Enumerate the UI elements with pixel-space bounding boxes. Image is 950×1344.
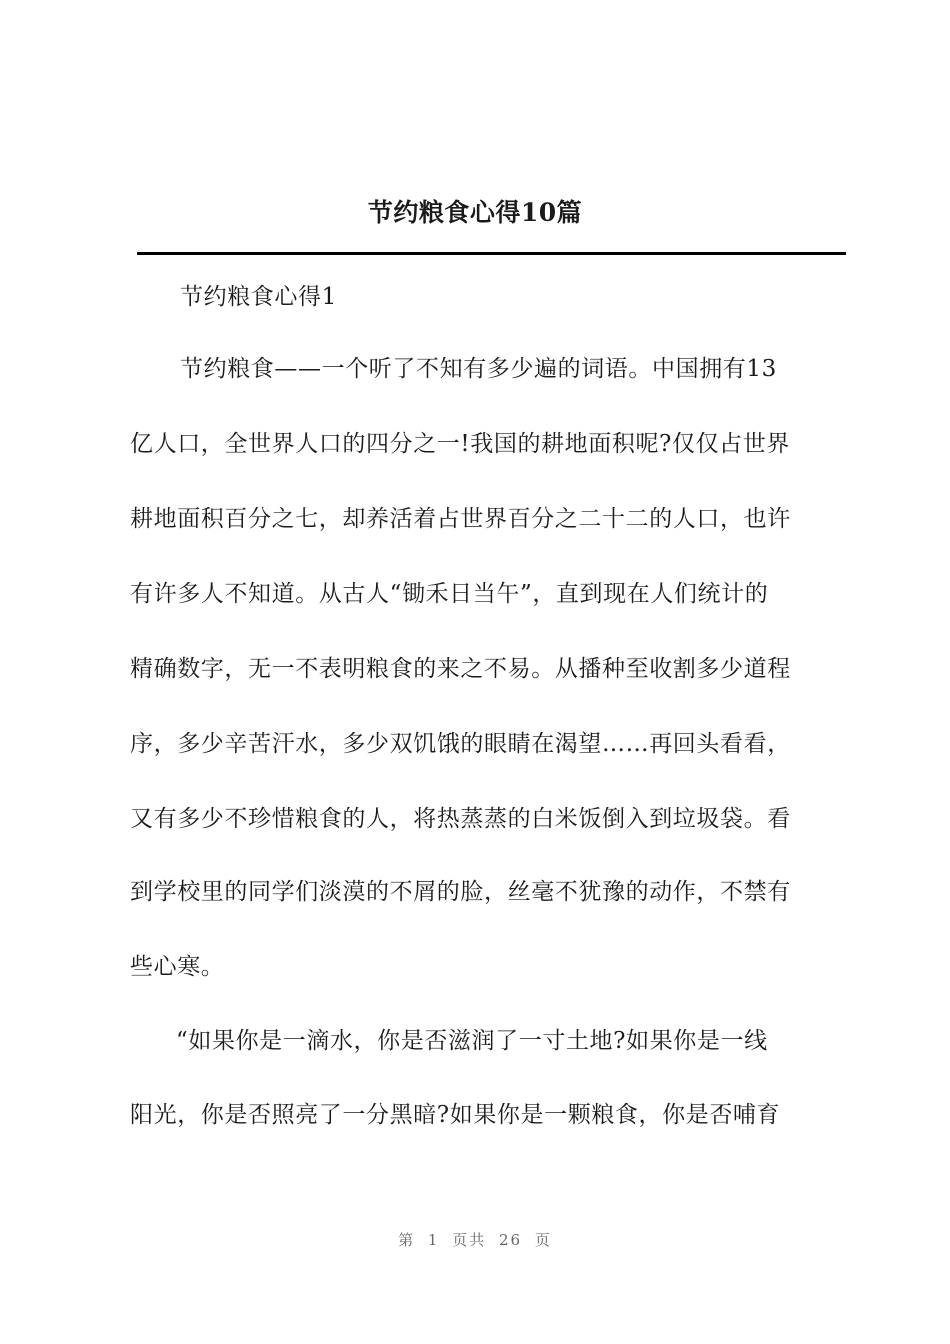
paragraph-line: 精确数字，无一不表明粮食的来之不易。从播种至收割多少道程 (130, 656, 791, 682)
section-heading: 节约粮食心得1 (180, 284, 337, 310)
title-underline (137, 252, 846, 255)
paragraph-line: 又有多少不珍惜粮食的人，将热蒸蒸的白米饭倒入到垃圾袋。看 (130, 806, 791, 832)
paragraph-line: 序，多少辛苦汗水，多少双饥饿的眼睛在渴望……再回头看看， (130, 731, 791, 757)
paragraph-line: 节约粮食——一个听了不知有多少遍的词语。中国拥有13 (180, 356, 777, 382)
paragraph-line: 些心寒。 (130, 954, 225, 980)
paragraph-line: 到学校里的同学们淡漠的不屑的脸，丝毫不犹豫的动作，不禁有 (130, 879, 791, 905)
paragraph-line: 有许多人不知道。从古人“锄禾日当午”，直到现在人们统计的 (130, 581, 769, 607)
paragraph-line: 耕地面积百分之七，却养活着占世界百分之二十二的人口，也许 (130, 506, 791, 532)
paragraph-line: 亿人口，全世界人口的四分之一!我国的耕地面积呢?仅仅占世界 (130, 431, 790, 457)
document-title: 节约粮食心得10篇 (367, 198, 583, 227)
page-number-footer: 第 1 页共 26 页 (398, 1231, 552, 1249)
paragraph-line: “如果你是一滴水，你是否滋润了一寸土地?如果你是一线 (176, 1028, 768, 1054)
paragraph-line: 阳光，你是否照亮了一分黑暗?如果你是一颗粮食，你是否哺育 (130, 1102, 781, 1128)
